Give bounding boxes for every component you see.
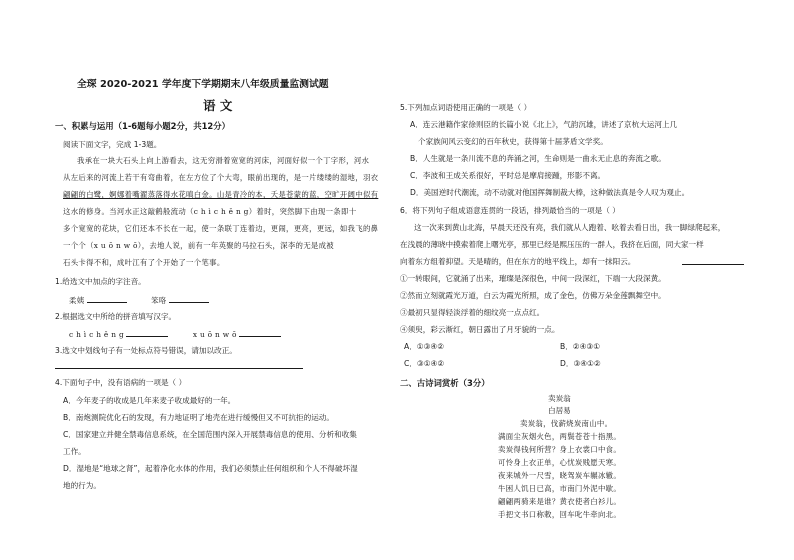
q6-choice-a: A．①③④② bbox=[404, 342, 445, 351]
q2-blank-b[interactable] bbox=[239, 328, 281, 337]
q4-option: C．国家建立并健全禁毒信息系统，在全国范围内深入开展禁毒信息的使用、分析和收集 bbox=[63, 430, 357, 439]
passage-line: 我承在一块大石头上向上游看去，这无穷滑着宽宽的河床，河面好似一个丁字形，河水 bbox=[77, 156, 370, 165]
passage-line-underlined: 翩翩的白鹭，婀娜着嘴濯蒸落得水花嗔白金。山是青冷的本，夭是苍蒙的蓝，空旷开阔中似有 bbox=[63, 190, 379, 199]
q5-option-cont: 个家族间风云变幻的百年秋史，获得第十届茅盾文学奖。 bbox=[418, 137, 608, 146]
q4-prompt: 4.下面句子中，没有语病的一项是（ ） bbox=[55, 378, 187, 387]
q6-prompt: 6．将下列句子组成语意连贯的一段话，排列最恰当的一项是（ ） bbox=[400, 206, 620, 215]
q2-blank-a[interactable] bbox=[126, 328, 168, 337]
q4-option: B．南炮测院优化石的发现，有力地证明了地壳在进行缓慢但又不可抗拒的运动。 bbox=[63, 413, 334, 422]
q6-sentence: ②然而立刻就霞光万道，白云为霞光所照，成了金色，仿佛万朵金莲飘舞空中。 bbox=[400, 291, 666, 300]
q3-prompt: 3.选文中划线句子有一处标点符号错误，请加以改正。 bbox=[55, 346, 237, 355]
poem-line: 满面尘灰烟火色，两鬓苍苍十指黑。 bbox=[498, 432, 622, 441]
q3-answer-line[interactable] bbox=[55, 368, 303, 369]
q5-option: D．美国逆时代潮流，动不动就对他国挥舞制裁大棒，这种做法真是令人叹为观止。 bbox=[410, 188, 690, 197]
passage-line: 从左后来的河流上若干有弯曲着，在左方位了个大弯，眼前出现的，是一片缕缕的湿地，羽衣 bbox=[63, 173, 379, 182]
poem-line: 手把文书口称敕，回车叱牛牵向北。 bbox=[498, 510, 622, 519]
poem-author: 白居易 bbox=[548, 406, 571, 415]
q1-blank-b[interactable] bbox=[169, 294, 209, 303]
q6-sentence: ③最初只显得轻淡浮着的细纹亮一点点红。 bbox=[400, 308, 545, 317]
passage-line: 这水的修身。当河水正这敲鹤般流动（c h ì c h ě n g）着时，突然脚下由现一条即十 bbox=[63, 207, 357, 216]
q6-sentence: ④须臾，彩云渐红，朝日露出了月牙貌的一点。 bbox=[400, 325, 560, 334]
poem-line: 翩翩两骑来是谁？黄衣使者白衫儿。 bbox=[498, 497, 622, 506]
q5-option: C．李波和王成关系很好，平时总是摩肩接踵，形影不离。 bbox=[410, 171, 606, 180]
poem-line: 卖炭得钱何所营？身上衣裳口中食。 bbox=[498, 445, 622, 454]
q6-sentence: ①一转眼间，它就涌了出来，璀璨是深很色，中间一段深红，下端一大段深黄。 bbox=[400, 274, 666, 283]
poem-line: 夜来城外一尺雪，晓驾炭车辗冰辙。 bbox=[498, 471, 622, 480]
poem-line: 卖炭翁，伐薪烧炭南山中。 bbox=[520, 419, 613, 428]
q2-answer-row bbox=[69, 328, 281, 340]
q4-option-cont: 地的行为。 bbox=[63, 481, 101, 490]
q1-intro: 阅读下面文字，完成 1-3题。 bbox=[63, 140, 162, 149]
passage-line: 多个宽宽的花块，它们还本不长在一起，使一条联丁连着边，更闹，更亮，更远，如我飞的鼻 bbox=[63, 224, 379, 233]
q1-item-b: 笨咯 bbox=[151, 296, 167, 305]
passage-line: 石头卡得不和，成叶江有了个开始了一个笔事。 bbox=[63, 258, 225, 267]
q5-option: A．连云港籍作家徐则臣的长篇小说《北上》，气韵沉雄，讲述了京杭大运河上几 bbox=[410, 120, 678, 129]
poem-line: 牛困人饥日已高，市南门外泥中歇。 bbox=[498, 484, 622, 493]
q5-option: B．人生就是一条川流不息的奔涌之河，生命则是一曲永无止息的奔流之歌。 bbox=[410, 154, 666, 163]
passage-line: 一个个（x u ō n w ō），去地人说，前有一年英聚的马拉石头，深李的无是成被 bbox=[63, 241, 334, 250]
poem-line: 可怜身上衣正单，心忧炭贱愿天寒。 bbox=[498, 458, 622, 467]
q1-blank-a[interactable] bbox=[87, 294, 127, 303]
q6-lead-line: 这一次来到黄山北海，早晨天还没有亮，我们就从人跑着、吆着去看日出，我一脚绿爬起来， bbox=[414, 223, 726, 232]
q6-choice-d: D．③④①② bbox=[560, 359, 601, 368]
q5-prompt: 5.下列加点词语使用正确的一项是（ ） bbox=[400, 103, 532, 112]
q6-blank-line[interactable] bbox=[682, 264, 744, 265]
q1-prompt: 1.给选文中加点的字注音。 bbox=[55, 277, 146, 286]
q4-option: A．今年麦子的收成是几年来麦子收成最好的一年。 bbox=[63, 396, 236, 405]
q4-option-cont: 工作。 bbox=[63, 447, 86, 456]
q1-answer-row bbox=[69, 294, 209, 306]
section2-heading: 二、古诗词赏析（3分） bbox=[400, 378, 490, 388]
q4-option: D．湿地是“地球之肾”，起着净化水体的作用，我们必须禁止任何组织和个人不得破坏湿 bbox=[63, 464, 358, 473]
subject-title: 语 文 bbox=[203, 98, 233, 113]
poem-title: 卖炭翁 bbox=[548, 394, 571, 403]
q1-item-a: 柔姨 bbox=[69, 296, 85, 305]
q6-lead-line: 在浅晨的薄晓中摸索着爬上曙光亭，那里已经是熙压压的一群人，我挤在后面，同大家一样 bbox=[400, 240, 704, 249]
q2-pinyin-a: c h ì c h ě n g bbox=[69, 330, 124, 339]
section1-heading: 一、积累与运用（1-6题每小题2分，共12分） bbox=[55, 121, 230, 131]
q2-prompt: 2.根据选文中所给的拼音填写汉字。 bbox=[55, 312, 177, 321]
q6-choice-b: B．②④③① bbox=[560, 342, 601, 351]
q6-choice-c: C．③①④② bbox=[404, 359, 445, 368]
q6-lead-line: 向着东方组着抑望。天是晴的，但在东方的地平线上，却有一抹阳云。 bbox=[400, 257, 636, 266]
exam-title: 全琛 2020-2021 学年度下学期期末八年级质量监测试题 bbox=[77, 79, 329, 90]
q2-pinyin-b: x u ō n w ō bbox=[192, 330, 237, 339]
